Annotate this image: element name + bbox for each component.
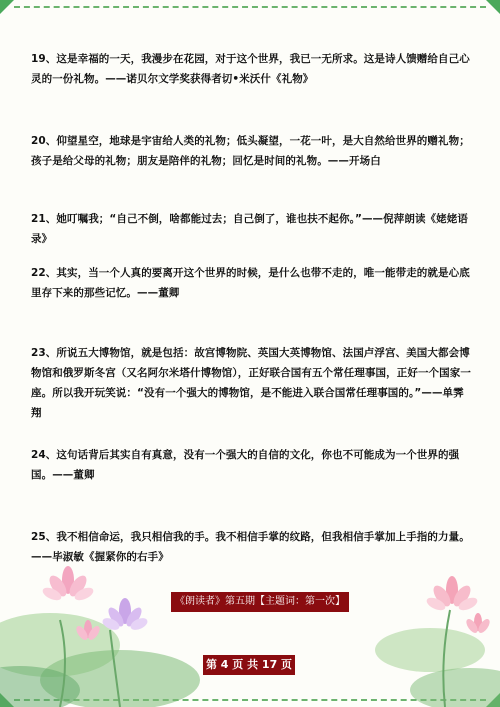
corner-decoration — [0, 0, 14, 14]
quote-paragraph: 21、她叮嘱我；“自己不倒，啥都能过去；自己倒了，谁也扶不起你。”——倪萍朗读《姥姥语录》 — [31, 213, 468, 245]
footer-banner: 《朗读者》第五期【主题词：第一次】 — [171, 592, 349, 612]
corner-decoration — [0, 693, 14, 707]
quote-paragraph: 22、其实，当一个人真的要离开这个世界的时候，是什么也带不走的，唯一能带走的就是心底里存下来的那些记忆。——董卿 — [31, 267, 470, 299]
quote-paragraph: 25、我不相信命运，我只相信我的手。我不相信手掌的纹路，但我相信手掌加上手指的力量。——毕淑敏《握紧你的右手》 — [31, 531, 470, 563]
quote-paragraph: 24、这句话背后其实自有真意，没有一个强大的自信的文化，你也不可能成为一个世界的强国。——董卿 — [31, 449, 460, 481]
quote-paragraph: 23、所说五大博物馆，就是包括：故宫博物院、英国大英博物馆、法国卢浮宫、美国大都会博物馆和俄罗斯冬宫（又名阿尔米塔什博物馆），正好联合国有五个常任理事国，正好一个国家一座。所以我开玩笑说：“没有一个强大的博物馆，是不能进入联合国常任理事国的。”——单霁翔 — [31, 347, 471, 419]
quote-paragraph: 20、仰望星空，地球是宇宙给人类的礼物；低头凝望，一花一叶，是大自然给世界的赠礼物；孩子是给父母的礼物；朋友是陪伴的礼物；回忆是时间的礼物。——开场白 — [31, 135, 470, 167]
corner-decoration — [486, 0, 500, 14]
bottom-border — [14, 699, 486, 701]
top-border — [14, 6, 486, 8]
corner-decoration — [486, 693, 500, 707]
quote-paragraph: 19、这是幸福的一天，我漫步在花园，对于这个世界，我已一无所求。这是诗人馈赠给自己心灵的一份礼物。——诺贝尔文学奖获得者切•米沃什《礼物》 — [31, 53, 470, 85]
page-number: 第 4 页 共 17 页 — [203, 655, 295, 675]
